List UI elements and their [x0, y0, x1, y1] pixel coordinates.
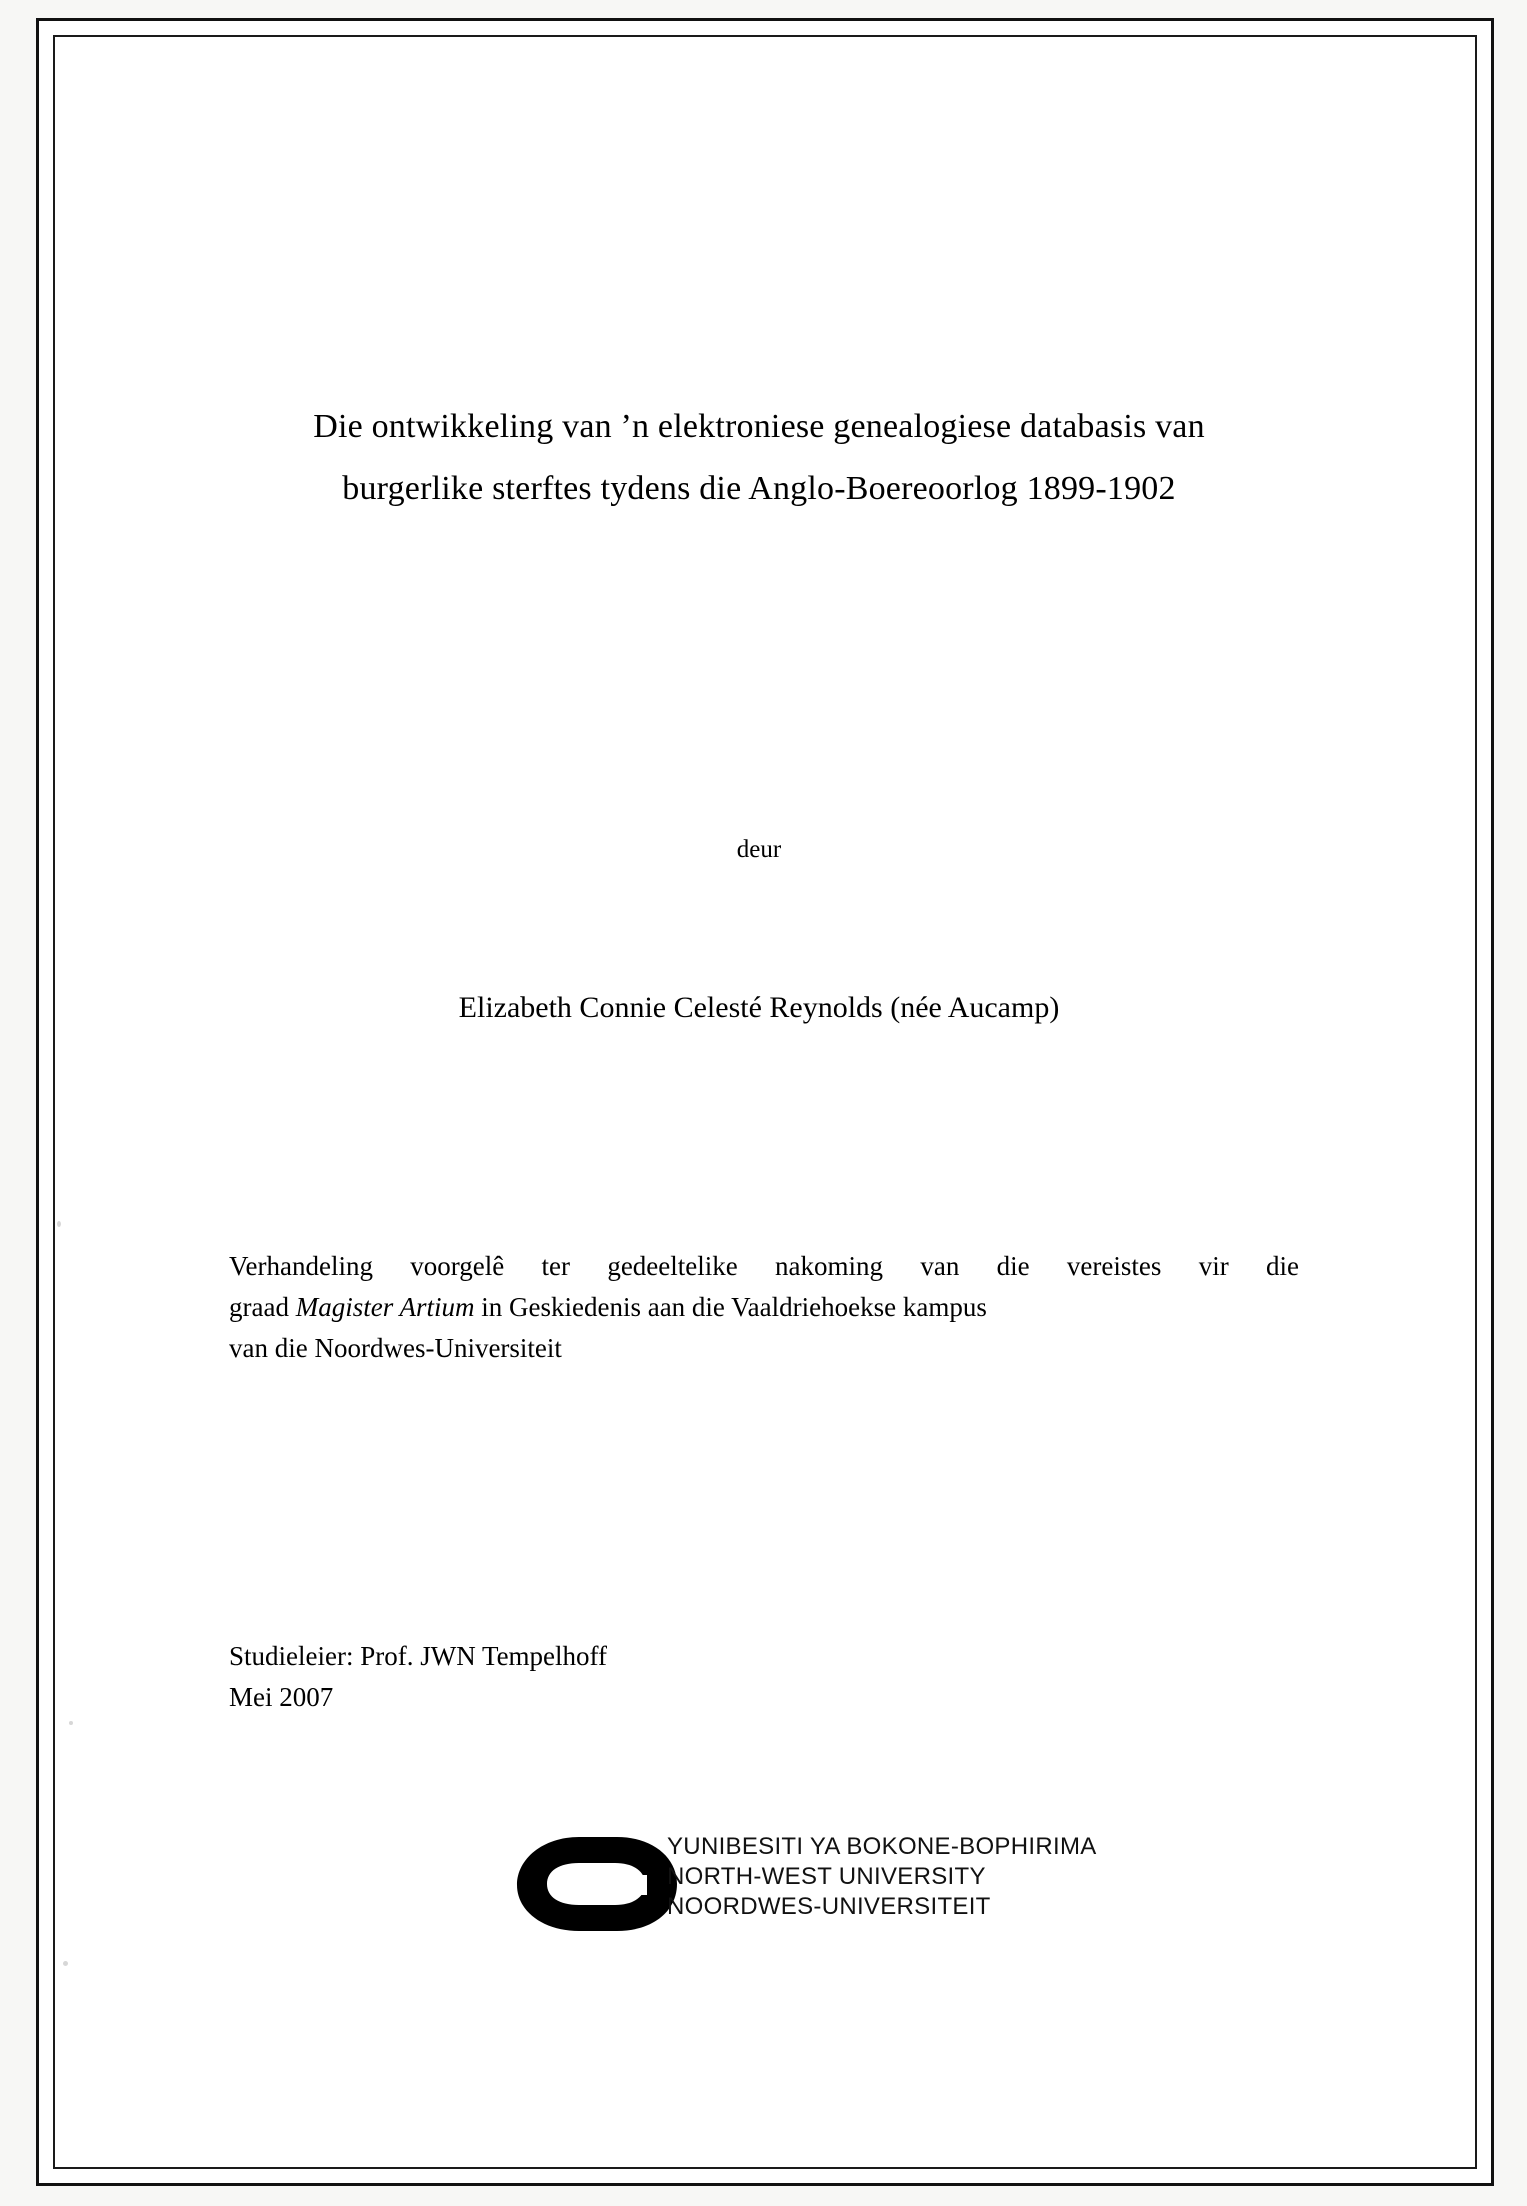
degree-statement-line-2 — [229, 1287, 1299, 1328]
logo-text-line-1: YUNIBESITI YA BOKONE-BOPHIRIMA — [667, 1833, 1097, 1860]
degree-statement — [229, 1246, 1299, 1369]
by-label: deur — [736, 836, 782, 863]
university-logo-text — [667, 1832, 1097, 1922]
degree-statement-line-2-post: in Geskiedenis aan die Vaaldriehoekse kampus — [474, 1292, 987, 1322]
scan-speckle — [63, 1961, 68, 1966]
logo-text-line-2: NORTH-WEST UNIVERSITY — [667, 1863, 986, 1890]
title-line-2: burgerlike sterftes tydens die Anglo-Boereoorlog 1899-1902 — [342, 470, 1176, 507]
degree-statement-line-2-pre: graad — [229, 1292, 296, 1322]
degree-name-italic: Magister Artium — [295, 1292, 475, 1322]
supervisor-line: Studieleier: Prof. JWN Tempelhoff — [229, 1641, 608, 1671]
title-page-content — [179, 81, 1339, 2101]
page-title — [179, 396, 1339, 520]
university-logo-block — [509, 1826, 1309, 1946]
scan-speckle — [57, 1221, 61, 1227]
page-border-outer — [36, 18, 1494, 2186]
degree-statement-line-3: van die Noordwes-Universiteit — [229, 1333, 562, 1363]
scan-speckle — [69, 1721, 73, 1725]
logo-text-line-3: NOORDWES-UNIVERSITEIT — [667, 1893, 991, 1920]
degree-statement-line-1: Verhandeling voorgelê ter gedeeltelike nakoming van die vereistes vir die — [229, 1251, 1299, 1281]
supervisor-and-date — [229, 1636, 1129, 1718]
date-line: Mei 2007 — [229, 1682, 334, 1712]
title-line-1: Die ontwikkeling van ’n elektroniese genealogiese databasis van — [313, 408, 1205, 445]
author-name: Elizabeth Connie Celesté Reynolds (née Aucamp) — [458, 991, 1060, 1024]
